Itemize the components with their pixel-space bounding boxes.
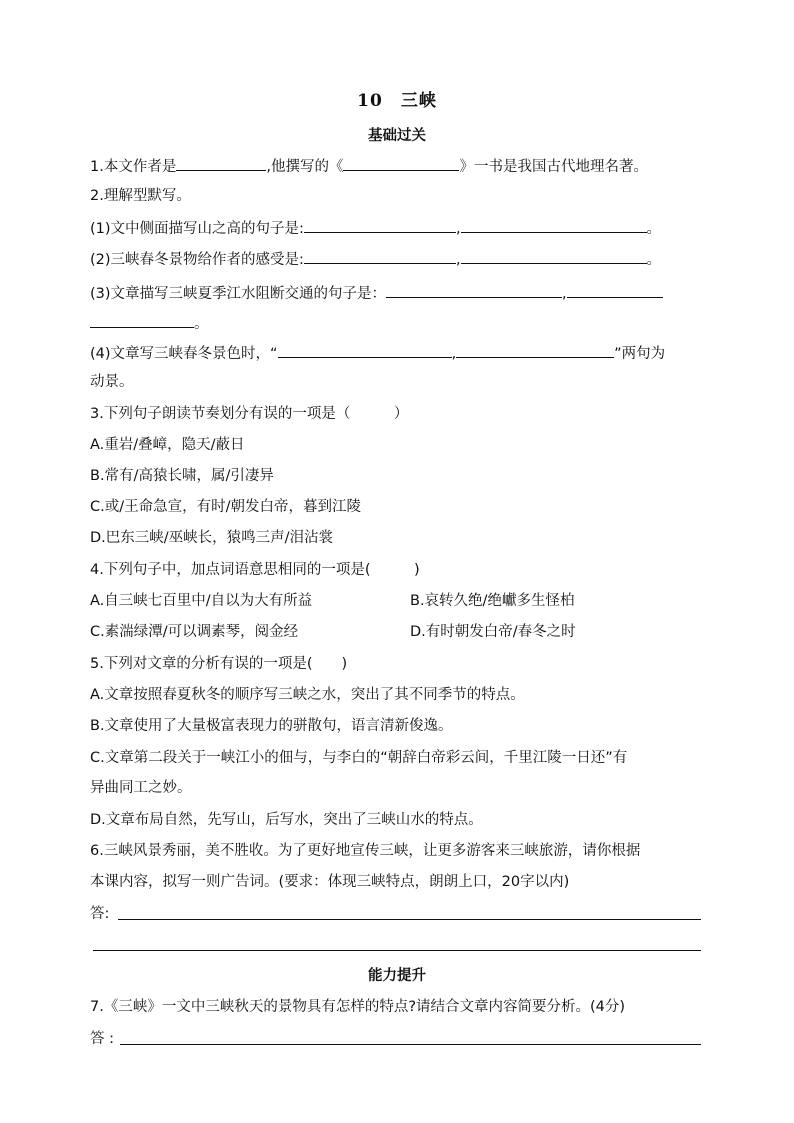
q2-p2-comma: , <box>455 252 461 268</box>
question-1 <box>90 155 702 177</box>
q1-text-b: ,他撰写的《 <box>266 159 344 175</box>
q2-p3-text: (3)文章描写三峡夏季江水阻断交通的句子是： <box>90 286 387 302</box>
q2-p3-comma: , <box>562 286 567 302</box>
q5-option-b[interactable]: B.文章使用了大量极富表现力的骈散句，语言清新俊逸。 <box>90 718 453 734</box>
q2-p3-blank-1[interactable] <box>386 282 562 298</box>
q4-option-a[interactable]: A.自三峡七百里中/自以为大有所益 <box>90 593 313 609</box>
q3-option-c[interactable]: C.或/王命急宣，有时/朝发白帝，暮到江陵 <box>90 499 362 515</box>
question-2-heading: 2.理解型默写。 <box>90 188 191 204</box>
q3-option-d[interactable]: D.巴东三峡/巫峡长，猿鸣三声/泪沾裳 <box>90 530 334 546</box>
page-title: 10 三峡 <box>357 91 437 111</box>
q2-p4-text-c: 动景。 <box>90 374 134 390</box>
question-2-part-2 <box>90 248 702 270</box>
q1-text-c: 》一书是我国古代地理名著。 <box>459 159 648 175</box>
q7-answer-label: 答 : <box>90 1031 114 1047</box>
q5-option-c-line-2[interactable]: 异曲同工之妙。 <box>90 780 192 796</box>
q2-p4-blank-1[interactable] <box>278 342 452 358</box>
question-6-line-1: 6.三峡风景秀丽，美不胜收。为了更好地宣传三峡，让更多游客来三峡旅游，请你根据 <box>90 843 641 859</box>
question-2-part-1 <box>90 217 702 239</box>
question-5-stem: 5.下列对文章的分析有误的一项是( ) <box>90 656 348 672</box>
q5-option-d[interactable]: D.文章布局自然，先写山，后写水，突出了三峡山水的特点。 <box>90 812 483 828</box>
q2-p4-blank-2[interactable] <box>456 342 614 358</box>
question-2-part-4 <box>90 342 702 364</box>
q3-option-a[interactable]: A.重岩/叠嶂，隐天/蔽日 <box>90 437 245 453</box>
q2-p1-period: 。 <box>646 221 662 237</box>
question-4-stem: 4.下列句子中，加点词语意思相同的一项是( ) <box>90 562 420 578</box>
question-6-line-2: 本课内容，拟写一则广告词。(要求：体现三峡特点，朗朗上口，20字以内) <box>90 874 570 890</box>
q2-p2-period: 。 <box>646 252 662 268</box>
q4-option-b[interactable]: B.哀转久绝/绝巘多生怪柏 <box>410 593 575 609</box>
q2-p2-blank-1[interactable] <box>304 248 456 264</box>
q1-text-a: 1.本文作者是 <box>90 159 177 175</box>
q2-p2-blank-2[interactable] <box>461 248 647 264</box>
question-2-part-3-continued <box>90 312 702 334</box>
question-2-part-3 <box>90 282 702 304</box>
question-4-row-2 <box>90 622 702 642</box>
q2-p3-period: 。 <box>194 316 209 332</box>
q2-p4-text-a: (4)文章写三峡春冬景色时，“ <box>90 346 278 362</box>
q2-p3-blank-2b[interactable] <box>90 312 194 328</box>
q2-p3-blank-2a[interactable] <box>567 282 663 298</box>
q2-p2-text: (2)三峡春冬景物给作者的感受是: <box>90 252 304 268</box>
q3-option-b[interactable]: B.常有/高猿长啸，属/引凄异 <box>90 468 274 484</box>
section-heading-basic: 基础过关 <box>368 127 426 144</box>
section-heading-advanced: 能力提升 <box>368 967 426 984</box>
q6-answer-label: 答: <box>90 906 110 922</box>
q2-p1-blank-1[interactable] <box>304 217 456 233</box>
q1-author-blank[interactable] <box>176 155 266 171</box>
q5-option-c-line-1[interactable]: C.文章第二段关于一峡江小的佃与，与李白的“朝辞白帝彩云间，千里江陵一日还”有 <box>90 750 628 766</box>
q1-book-blank[interactable] <box>343 155 459 171</box>
q6-answer-line-1[interactable] <box>118 904 701 920</box>
q2-p1-comma: , <box>455 221 461 237</box>
q7-answer-line[interactable] <box>120 1029 701 1045</box>
q6-answer-line-2[interactable] <box>93 935 701 951</box>
q2-p1-text: (1)文中侧面描写山之高的句子是: <box>90 221 304 237</box>
question-4-row-1 <box>90 591 702 611</box>
question-3-stem: 3.下列句子朗读节奏划分有误的一项是（ ） <box>90 406 409 422</box>
q5-option-a[interactable]: A.文章按照春夏秋冬的顺序写三峡之水，突出了其不同季节的特点。 <box>90 687 525 703</box>
q2-p4-text-b: ”两句为 <box>614 346 666 362</box>
question-7-stem: 7.《三峡》一文中三峡秋天的景物具有怎样的特点?请结合文章内容简要分析。(4分) <box>90 999 626 1015</box>
q2-p1-blank-2[interactable] <box>461 217 647 233</box>
q4-option-c[interactable]: C.素湍绿潭/可以调素琴，阅金经 <box>90 624 299 640</box>
q4-option-d[interactable]: D.有时朝发白帝/春冬之时 <box>410 624 576 640</box>
q2-p4-comma: , <box>451 346 457 362</box>
